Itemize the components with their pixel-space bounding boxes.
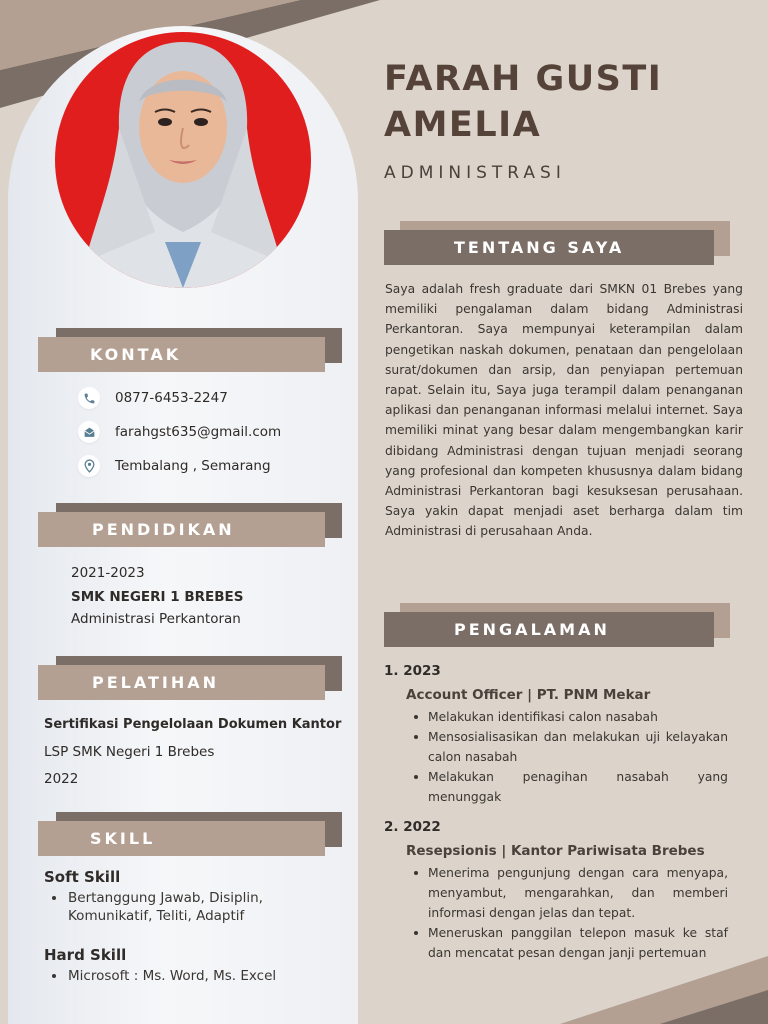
section-header-skill [38,821,342,856]
experience-2-role: Resepsionis | Kantor Pariwisata Brebes [406,843,705,859]
section-header-training [38,665,342,700]
phone-number: 0877-6453-2247 [115,390,228,406]
section-title: SKILL [90,829,156,848]
contact-phone [78,386,228,410]
address: Tembalang , Semarang [115,458,271,474]
education-major: Administrasi Perkantoran [71,611,241,627]
name-line-1: FARAH GUSTI [384,59,663,99]
section-title: PENGALAMAN [454,620,610,639]
training-org: LSP SMK Negeri 1 Brebes [44,744,215,760]
education-school: SMK NEGERI 1 BREBES [71,589,244,605]
profile-photo [55,32,311,288]
section-title: TENTANG SAYA [454,238,625,257]
section-header-experience [384,612,730,647]
list-item: Bertanggung Jawab, Disiplin, Komunikatif, Teliti, Adaptif [44,889,294,925]
training-title: Sertifikasi Pengelolaan Dokumen Kantor [44,717,342,732]
name-line-2: AMELIA [384,105,542,145]
section-header-contact [38,337,342,372]
candidate-role: ADMINISTRASI [384,163,566,183]
experience-1-year: 1. 2023 [384,663,441,679]
experience-1-role: Account Officer | PT. PNM Mekar [406,687,651,703]
email-address: farahgst635@gmail.com [115,424,282,440]
envelope-icon [78,421,100,443]
list-item: Microsoft : Ms. Word, Ms. Excel [44,967,334,985]
person-portrait-icon [55,32,311,288]
experience-2-duties [406,863,728,963]
section-title: PENDIDIKAN [92,520,235,539]
training-year: 2022 [44,771,79,787]
education-years: 2021-2023 [71,565,145,581]
hard-skill-list [44,967,334,985]
contact-email [78,420,281,444]
contact-address [78,454,271,478]
section-header-education [38,512,342,547]
location-pin-icon [78,455,100,477]
section-title: PELATIHAN [92,673,220,692]
candidate-name [384,56,662,148]
soft-skill-list [44,889,294,925]
list-item: Meneruskan panggilan telepon masuk ke staf dan mencatat pesan dengan janji pertemuan [406,923,728,963]
experience-2-year: 2. 2022 [384,819,441,835]
list-item: Menerima pengunjung dengan cara menyapa, menyambut, mengarahkan, dan memberi informasi dengan jelas dan tepat. [406,863,728,923]
about-text: Saya adalah fresh graduate dari SMKN 01 Brebes yang memiliki pengalaman dalam bidang Administrasi Perkantoran. Saya mempunyai keterampilan dalam pengetikan naskah dokumen, penataan dan pengelolaan surat/dokumen dan arsip, dan penyiapan pertemuan rapat. Selain itu, Saya juga terampil dalam penanganan aplikasi dan penanganan informasi melalui internet. Saya memiliki minat yang besar dalam mengembangkan karir dibidang Administrasi dengan tujuan menjadi seorang yang profesional dan kompeten khususnya dalam bidang Administrasi Perkantoran bagi kesuksesan perusahaan. Saya yakin dapat menjadi aset berharga dalam tim Administrasi di perusahaan Anda. [385,282,743,539]
section-title: KONTAK [90,345,182,364]
list-item: Melakukan penagihan nasabah yang menunggak [406,767,728,807]
experience-1-duties [406,707,728,807]
list-item: Melakukan identifikasi calon nasabah [406,707,728,727]
section-header-about [384,230,730,265]
list-item: Mensosialisasikan dan melakukan uji kelayakan calon nasabah [406,727,728,767]
phone-icon [78,387,100,409]
soft-skill-heading: Soft Skill [44,868,121,886]
hard-skill-heading: Hard Skill [44,946,127,964]
